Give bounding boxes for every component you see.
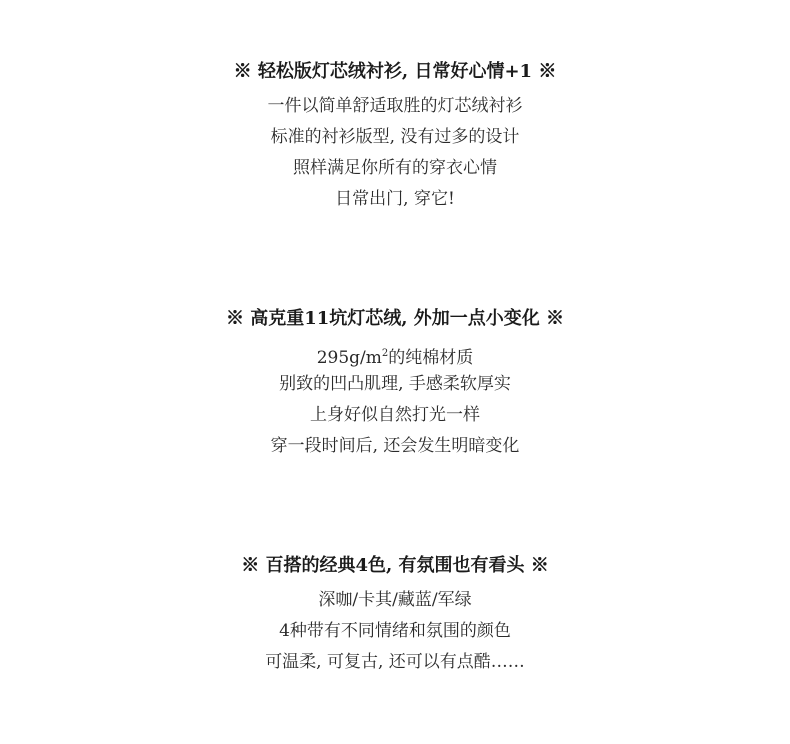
body-line: 上身好似自然打光一样 [310,405,480,425]
section-four-colors [0,554,790,678]
body-line: 日常出门, 穿它! [335,189,455,209]
section-relaxed-corduroy-shirt [0,60,790,215]
body-line: 4种带有不同情绪和氛围的颜色 [279,621,511,641]
material-description: 的纯棉材质 [388,348,474,368]
material-line [0,338,790,369]
body-line: 别致的凹凸肌理, 手感柔软厚实 [279,374,511,394]
section-heading: ※ 高克重11坑灯芯绒, 外加一点小变化 ※ [225,308,565,329]
body-line: 可温柔, 可复古, 还可以有点酷…… [265,652,525,672]
section-heading: ※ 轻松版灯芯绒衬衫, 日常好心情+1 ※ [233,61,557,82]
body-line: 标准的衬衫版型, 没有过多的设计 [270,127,520,147]
body-line: 一件以简单舒适取胜的灯芯绒衬衫 [267,96,523,116]
material-weight: 295g/m [316,348,382,368]
section-heavyweight-corduroy [0,307,790,462]
section-body [0,338,790,462]
body-line: 照样满足你所有的穿衣心情 [293,158,497,178]
body-line: 深咖/卡其/藏蓝/军绿 [318,590,472,610]
section-heading: ※ 百搭的经典4色, 有氛围也有看头 ※ [241,555,549,576]
section-body [0,91,790,215]
section-body [0,585,790,678]
material-weight-exponent: 2 [381,348,389,359]
body-line: 穿一段时间后, 还会发生明暗变化 [270,436,520,456]
